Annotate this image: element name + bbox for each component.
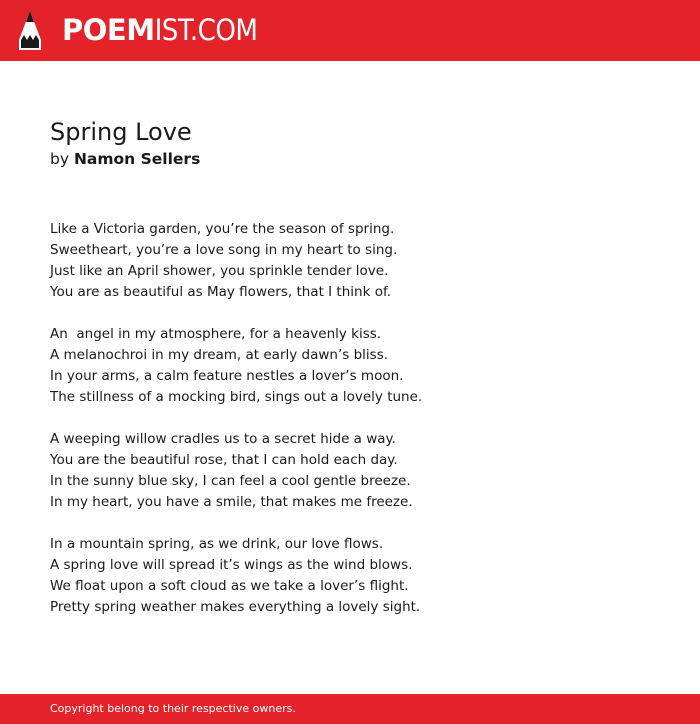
poem-byline <box>50 149 200 169</box>
site-header <box>0 0 700 61</box>
site-logo-text[interactable] <box>62 12 257 48</box>
poem-line: In the sunny blue sky, I can feel a cool gentle breeze. <box>50 473 411 489</box>
poem-title: Spring Love <box>50 118 192 146</box>
poem-line: You are as beautiful as May flowers, that I think of. <box>50 284 392 300</box>
poem-line: In your arms, a calm feature nestles a lover’s moon. <box>50 368 404 384</box>
poem-line: A melanochroi in my dream, at early dawn’s bliss. <box>50 347 389 363</box>
copyright-text: Copyright belong to their respective owners. <box>50 702 296 715</box>
poem-line: Sweetheart, you’re a love song in my heart to sing. <box>50 242 398 258</box>
poem-line: You are the beautiful rose, that I can hold each day. <box>50 452 398 468</box>
pencil-tip-icon[interactable] <box>18 10 42 50</box>
poem-author: Namon Sellers <box>73 150 201 168</box>
poem-line: Like a Victoria garden, you’re the season of spring. <box>50 221 395 237</box>
brand-bold-text: POEM <box>62 13 155 47</box>
poem-line: Just like an April shower, you sprinkle tender love. <box>50 263 389 279</box>
by-label: by <box>50 150 70 168</box>
poem-line: An angel in my atmosphere, for a heavenly kiss. <box>50 326 382 342</box>
poem-line: We float upon a soft cloud as we take a lover’s flight. <box>50 578 409 594</box>
site-footer <box>0 694 700 724</box>
poem-line: In my heart, you have a smile, that makes me freeze. <box>50 494 413 510</box>
poem-line: In a mountain spring, as we drink, our love flows. <box>50 536 384 552</box>
poem-stanza-4 <box>50 534 650 618</box>
poem-stanza-1 <box>50 219 650 303</box>
poem-body <box>50 219 650 639</box>
poem-stanza-3 <box>50 429 650 513</box>
brand-light-text: IST.COM <box>154 13 258 47</box>
poem-line: A spring love will spread it’s wings as the wind blows. <box>50 557 413 573</box>
poem-stanza-2 <box>50 324 650 408</box>
poem-line: A weeping willow cradles us to a secret hide a way. <box>50 431 396 447</box>
poem-line: Pretty spring weather makes everything a lovely sight. <box>50 599 421 615</box>
poem-line: The stillness of a mocking bird, sings out a lovely tune. <box>50 389 423 405</box>
